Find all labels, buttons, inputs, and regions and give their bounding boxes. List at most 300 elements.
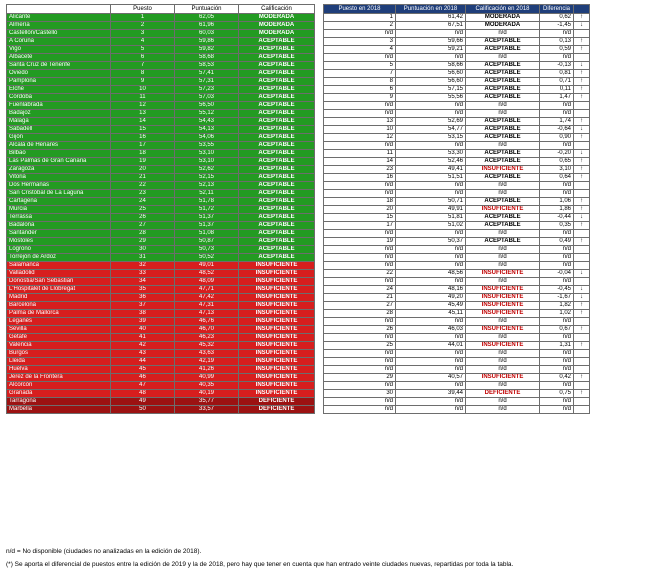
city-cell: Fuenlabrada [7,102,111,110]
rating-cell: DEFICIENTE [239,406,315,414]
rank-2018-cell: 27 [324,302,396,310]
rank-cell: 14 [111,118,175,126]
rating-2018-cell: n/d [466,142,540,150]
arrow-up-icon: ↑ [574,78,590,86]
score-cell: 53,10 [175,150,239,158]
arrow-down-icon: ↓ [574,270,590,278]
rating-2018-cell: ACEPTABLE [466,78,540,86]
column-gap [315,54,324,62]
column-gap [315,230,324,238]
rating-cell: MODERADA [239,30,315,38]
rank-cell: 11 [111,94,175,102]
header-calificacion: Calificación [239,5,315,14]
difference-cell: 0,65 [540,158,574,166]
city-cell: Sevilla [7,326,111,334]
rating-2018-cell: n/d [466,254,540,262]
trend-cell [574,318,590,326]
column-gap [315,86,324,94]
rating-2018-cell: ACEPTABLE [466,134,540,142]
city-cell: Alicante [7,14,111,22]
table-row [7,166,590,174]
score-2018-cell: 45,49 [396,302,466,310]
column-gap [315,38,324,46]
score-2018-cell: n/d [396,30,466,38]
difference-cell: 0,67 [540,326,574,334]
trend-cell [574,262,590,270]
rating-cell: INSUFICIENTE [239,390,315,398]
rank-2018-cell: n/d [324,110,396,118]
score-2018-cell: 46,03 [396,326,466,334]
column-gap [315,254,324,262]
column-gap [315,198,324,206]
table-row [7,222,590,230]
rating-cell: ACEPTABLE [239,110,315,118]
score-cell: 51,08 [175,230,239,238]
difference-cell: 3,10 [540,166,574,174]
difference-cell: n/d [540,406,574,414]
rating-2018-cell: ACEPTABLE [466,150,540,158]
score-cell: 46,70 [175,326,239,334]
difference-cell: n/d [540,182,574,190]
city-cell: Vigo [7,46,111,54]
score-2018-cell: 45,11 [396,310,466,318]
rank-2018-cell: 5 [324,62,396,70]
score-2018-cell: 56,60 [396,78,466,86]
city-cell: Lleida [7,358,111,366]
rating-2018-cell: ACEPTABLE [466,238,540,246]
rating-2018-cell: n/d [466,54,540,62]
rank-cell: 49 [111,398,175,406]
city-cell: Dos Hermanas [7,182,111,190]
difference-cell: n/d [540,54,574,62]
column-gap [315,334,324,342]
rank-cell: 2 [111,22,175,30]
rating-cell: INSUFICIENTE [239,326,315,334]
rank-cell: 3 [111,30,175,38]
score-2018-cell: 49,20 [396,294,466,302]
rank-2018-cell: n/d [324,398,396,406]
rank-cell: 12 [111,102,175,110]
table-row [7,334,590,342]
table-row [7,182,590,190]
rank-cell: 36 [111,294,175,302]
rank-cell: 15 [111,126,175,134]
column-gap [315,326,324,334]
city-cell: Sabadell [7,126,111,134]
table-body [7,14,590,414]
rank-cell: 9 [111,78,175,86]
rating-2018-cell: n/d [466,278,540,286]
rating-2018-cell: n/d [466,334,540,342]
rating-2018-cell: n/d [466,110,540,118]
difference-cell: -0,45 [540,286,574,294]
score-2018-cell: n/d [396,246,466,254]
rating-cell: INSUFICIENTE [239,278,315,286]
rating-cell: ACEPTABLE [239,182,315,190]
rating-2018-cell: INSUFICIENTE [466,310,540,318]
table-row [7,246,590,254]
score-cell: 56,50 [175,102,239,110]
city-cell: Valencia [7,342,111,350]
table-row [7,278,590,286]
rank-2018-cell: 21 [324,294,396,302]
trend-cell [574,142,590,150]
rank-2018-cell: 29 [324,374,396,382]
score-cell: 50,52 [175,254,239,262]
score-2018-cell: 59,66 [396,38,466,46]
column-gap [315,382,324,390]
score-cell: 62,05 [175,14,239,22]
score-cell: 58,68 [175,54,239,62]
score-2018-cell: n/d [396,398,466,406]
rating-2018-cell: ACEPTABLE [466,214,540,222]
difference-cell: n/d [540,366,574,374]
header-trend [574,5,590,14]
rating-cell: ACEPTABLE [239,150,315,158]
city-cell: Móstoles [7,238,111,246]
rank-cell: 46 [111,374,175,382]
column-gap [315,30,324,38]
difference-cell: 0,71 [540,78,574,86]
difference-cell: n/d [540,230,574,238]
rank-cell: 41 [111,334,175,342]
difference-cell: n/d [540,358,574,366]
score-cell: 59,82 [175,46,239,54]
score-cell: 49,01 [175,262,239,270]
column-gap [315,14,324,22]
rank-2018-cell: 14 [324,158,396,166]
rating-2018-cell: n/d [466,318,540,326]
table-row [7,86,590,94]
table-row [7,382,590,390]
column-gap [315,366,324,374]
score-cell: 57,23 [175,86,239,94]
rating-2018-cell: MODERADA [466,22,540,30]
column-gap [315,110,324,118]
header-city [7,5,111,14]
city-cell: Tarragona [7,398,111,406]
column-gap [315,158,324,166]
arrow-up-icon: ↑ [574,390,590,398]
rank-cell: 34 [111,278,175,286]
note-nd: n/d = No disponible (ciudades no analizadas en la edición de 2018). [6,548,202,555]
difference-cell: 1,82 [540,302,574,310]
column-gap [315,286,324,294]
column-gap [315,270,324,278]
rank-2018-cell: n/d [324,366,396,374]
rank-cell: 44 [111,358,175,366]
column-gap [315,118,324,126]
trend-cell [574,254,590,262]
score-2018-cell: 61,42 [396,14,466,22]
column-gap [315,182,324,190]
score-cell: 61,96 [175,22,239,30]
trend-cell [574,190,590,198]
arrow-up-icon: ↑ [574,198,590,206]
arrow-down-icon: ↓ [574,286,590,294]
difference-cell: -0,20 [540,150,574,158]
score-cell: 41,26 [175,366,239,374]
rank-cell: 20 [111,166,175,174]
city-cell: Madrid [7,294,111,302]
score-2018-cell: 51,81 [396,214,466,222]
city-cell: Logroño [7,246,111,254]
arrow-up-icon: ↑ [574,86,590,94]
rating-cell: ACEPTABLE [239,118,315,126]
score-cell: 51,37 [175,222,239,230]
score-2018-cell: 48,16 [396,286,466,294]
difference-cell: 0,75 [540,390,574,398]
rating-cell: ACEPTABLE [239,206,315,214]
score-cell: 33,57 [175,406,239,414]
table-row [7,30,590,38]
table-row [7,286,590,294]
table-row [7,126,590,134]
city-cell: Gijón [7,134,111,142]
column-gap [315,246,324,254]
difference-cell: n/d [540,190,574,198]
rating-2018-cell: n/d [466,262,540,270]
rating-cell: INSUFICIENTE [239,374,315,382]
rank-2018-cell: n/d [324,246,396,254]
table-row [7,302,590,310]
table-row [7,22,590,30]
column-gap [315,134,324,142]
city-cell: Castellón/Castelló [7,30,111,38]
city-cell: Santa Cruz de Tenerife [7,62,111,70]
difference-cell: n/d [540,254,574,262]
score-2018-cell: n/d [396,382,466,390]
score-cell: 42,19 [175,358,239,366]
city-cell: Marbella [7,406,111,414]
rating-cell: INSUFICIENTE [239,286,315,294]
rating-cell: MODERADA [239,22,315,30]
rank-cell: 38 [111,310,175,318]
rating-2018-cell: ACEPTABLE [466,158,540,166]
column-gap [315,150,324,158]
arrow-down-icon: ↓ [574,294,590,302]
rank-2018-cell: 16 [324,174,396,182]
difference-cell: 0,90 [540,134,574,142]
rank-2018-cell: n/d [324,190,396,198]
trend-cell [574,30,590,38]
rank-2018-cell: 1 [324,14,396,22]
rating-2018-cell: INSUFICIENTE [466,270,540,278]
city-cell: Leganés [7,318,111,326]
city-cell: Cartagena [7,198,111,206]
rank-2018-cell: 15 [324,214,396,222]
column-gap [315,174,324,182]
rating-cell: ACEPTABLE [239,230,315,238]
difference-cell: 1,02 [540,310,574,318]
rating-cell: ACEPTABLE [239,246,315,254]
difference-cell: 0,81 [540,70,574,78]
difference-cell: n/d [540,246,574,254]
rating-2018-cell: ACEPTABLE [466,126,540,134]
table-row [7,342,590,350]
score-2018-cell: n/d [396,406,466,414]
score-cell: 47,31 [175,302,239,310]
rating-2018-cell: INSUFICIENTE [466,342,540,350]
rank-2018-cell: 30 [324,390,396,398]
rank-2018-cell: 9 [324,94,396,102]
difference-cell: 1,06 [540,198,574,206]
score-cell: 40,99 [175,374,239,382]
column-gap [315,5,324,14]
score-2018-cell: n/d [396,366,466,374]
score-2018-cell: n/d [396,334,466,342]
rank-2018-cell: 12 [324,134,396,142]
arrow-down-icon: ↓ [574,126,590,134]
rank-cell: 39 [111,318,175,326]
arrow-up-icon: ↑ [574,94,590,102]
trend-cell [574,278,590,286]
rating-cell: INSUFICIENTE [239,310,315,318]
score-cell: 55,12 [175,110,239,118]
rating-cell: INSUFICIENTE [239,294,315,302]
rank-2018-cell: 25 [324,342,396,350]
rank-2018-cell: n/d [324,254,396,262]
rating-cell: ACEPTABLE [239,254,315,262]
difference-cell: 0,35 [540,222,574,230]
score-cell: 40,35 [175,382,239,390]
rating-2018-cell: n/d [466,366,540,374]
rating-2018-cell: n/d [466,230,540,238]
rating-cell: INSUFICIENTE [239,342,315,350]
column-gap [315,46,324,54]
rating-cell: ACEPTABLE [239,174,315,182]
score-cell: 46,76 [175,318,239,326]
rating-cell: ACEPTABLE [239,238,315,246]
score-2018-cell: 52,46 [396,158,466,166]
rank-cell: 45 [111,366,175,374]
rank-2018-cell: 2 [324,22,396,30]
rank-2018-cell: n/d [324,230,396,238]
trend-cell [574,350,590,358]
score-cell: 53,10 [175,158,239,166]
rating-cell: ACEPTABLE [239,78,315,86]
rating-cell: ACEPTABLE [239,134,315,142]
city-cell: Badajoz [7,110,111,118]
table-row [7,78,590,86]
column-gap [315,318,324,326]
column-gap [315,406,324,414]
rank-2018-cell: n/d [324,406,396,414]
column-gap [315,302,324,310]
city-cell: Santander [7,230,111,238]
difference-cell: n/d [540,334,574,342]
score-cell: 59,86 [175,38,239,46]
rating-2018-cell: ACEPTABLE [466,222,540,230]
city-cell: Málaga [7,118,111,126]
difference-cell: n/d [540,110,574,118]
difference-cell: n/d [540,382,574,390]
score-cell: 54,06 [175,134,239,142]
rating-2018-cell: n/d [466,350,540,358]
score-cell: 51,37 [175,214,239,222]
difference-cell: n/d [540,350,574,358]
rating-cell: INSUFICIENTE [239,358,315,366]
rank-2018-cell: 13 [324,118,396,126]
rank-cell: 24 [111,198,175,206]
rank-cell: 23 [111,190,175,198]
rating-cell: ACEPTABLE [239,126,315,134]
rank-cell: 43 [111,350,175,358]
arrow-up-icon: ↑ [574,374,590,382]
score-cell: 53,55 [175,142,239,150]
rank-cell: 30 [111,246,175,254]
score-2018-cell: 67,51 [396,22,466,30]
arrow-up-icon: ↑ [574,342,590,350]
rank-2018-cell: 8 [324,78,396,86]
trend-cell [574,406,590,414]
score-cell: 52,13 [175,182,239,190]
arrow-up-icon: ↑ [574,174,590,182]
column-gap [315,342,324,350]
rank-2018-cell: 18 [324,198,396,206]
score-2018-cell: n/d [396,262,466,270]
score-cell: 52,62 [175,166,239,174]
column-gap [315,278,324,286]
rating-2018-cell: INSUFICIENTE [466,206,540,214]
rank-cell: 16 [111,134,175,142]
score-2018-cell: n/d [396,110,466,118]
table-row [7,390,590,398]
rank-2018-cell: 20 [324,206,396,214]
table-row [7,142,590,150]
score-2018-cell: 40,57 [396,374,466,382]
table-row [7,62,590,70]
column-gap [315,238,324,246]
city-cell: Almería [7,22,111,30]
table-row [7,190,590,198]
score-cell: 54,13 [175,126,239,134]
difference-cell: 1,86 [540,206,574,214]
score-cell: 50,87 [175,238,239,246]
city-cell: Murcia [7,206,111,214]
header-puntuacion-2018: Puntuación en 2018 [396,5,466,14]
column-gap [315,206,324,214]
column-gap [315,358,324,366]
score-2018-cell: 52,69 [396,118,466,126]
arrow-up-icon: ↑ [574,158,590,166]
rating-2018-cell: ACEPTABLE [466,86,540,94]
rank-2018-cell: 7 [324,70,396,78]
score-cell: 47,42 [175,294,239,302]
table-row [7,374,590,382]
score-2018-cell: n/d [396,350,466,358]
rating-2018-cell: ACEPTABLE [466,46,540,54]
rating-2018-cell: INSUFICIENTE [466,302,540,310]
rating-2018-cell: DEFICIENTE [466,390,540,398]
rank-2018-cell: 6 [324,86,396,94]
table-row [7,254,590,262]
table-row [7,102,590,110]
score-cell: 58,53 [175,62,239,70]
header-diferencia: Diferencia [540,5,574,14]
city-cell: Granada [7,390,111,398]
rating-2018-cell: INSUFICIENTE [466,326,540,334]
rating-2018-cell: n/d [466,406,540,414]
rank-cell: 42 [111,342,175,350]
trend-cell [574,382,590,390]
column-gap [315,214,324,222]
table-row [7,230,590,238]
column-gap [315,70,324,78]
rating-2018-cell: ACEPTABLE [466,94,540,102]
trend-cell [574,182,590,190]
difference-cell: -0,64 [540,126,574,134]
